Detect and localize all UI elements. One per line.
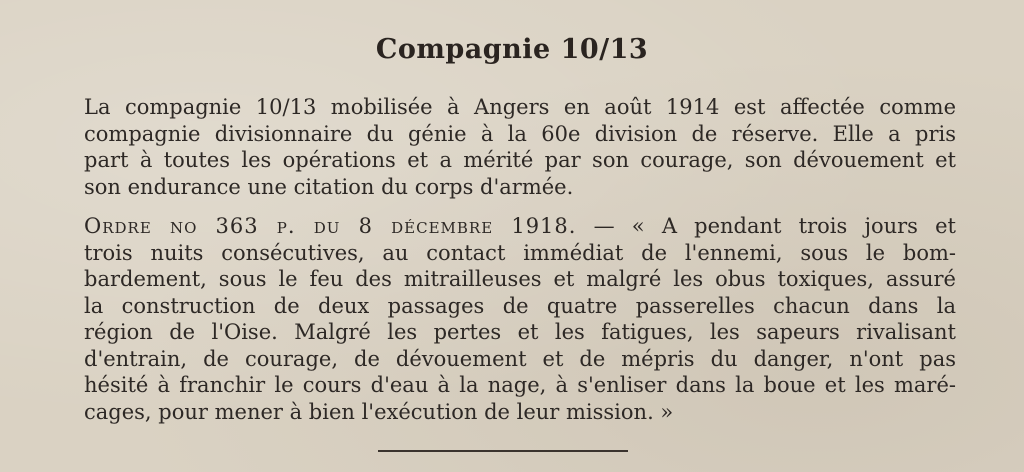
paragraph-line: trois nuits consécutives, au contact immédiat de l'ennemi, sous le bom- (84, 240, 956, 265)
paragraph-history (84, 94, 956, 200)
paragraph-line: compagnie divisionnaire du génie à la 60e division de réserve. Elle a pris (84, 121, 956, 146)
paragraph-line: hésité à franchir le cours d'eau à la nage, à s'enliser dans la boue et les maré- (84, 373, 956, 397)
paragraph-line: la construction de deux passages de quatre passerelles chacun dans la (84, 293, 956, 318)
paragraph-line: La compagnie 10/13 mobilisée à Angers en août 1914 est affectée comme (84, 95, 956, 119)
paragraph-line: d'entrain, de courage, de dévouement et de mépris du danger, n'ont pas (84, 346, 956, 371)
section-title: Compagnie 10/13 (375, 34, 649, 65)
paragraph-line: région de l'Oise. Malgré les pertes et les fatigues, les sapeurs rivalisant (84, 320, 956, 344)
paragraph-line (84, 213, 956, 240)
paragraph-citation (84, 213, 956, 425)
order-reference: Ordre no 363 p. du 8 décembre 1918. (84, 214, 577, 238)
paragraph-line: part à toutes les opérations et a mérité par son courage, son dévouement et (84, 148, 956, 172)
paragraph-line: son endurance une citation du corps d'armée. (84, 174, 574, 199)
citation-opening: — « A pendant trois jours et (576, 214, 956, 238)
section-divider (378, 450, 628, 452)
paragraph-line: bardement, sous le feu des mitrailleuses et malgré les obus toxiques, assuré (84, 267, 956, 291)
paragraph-line: cages, pour mener à bien l'exécution de leur mission. » (84, 399, 674, 424)
